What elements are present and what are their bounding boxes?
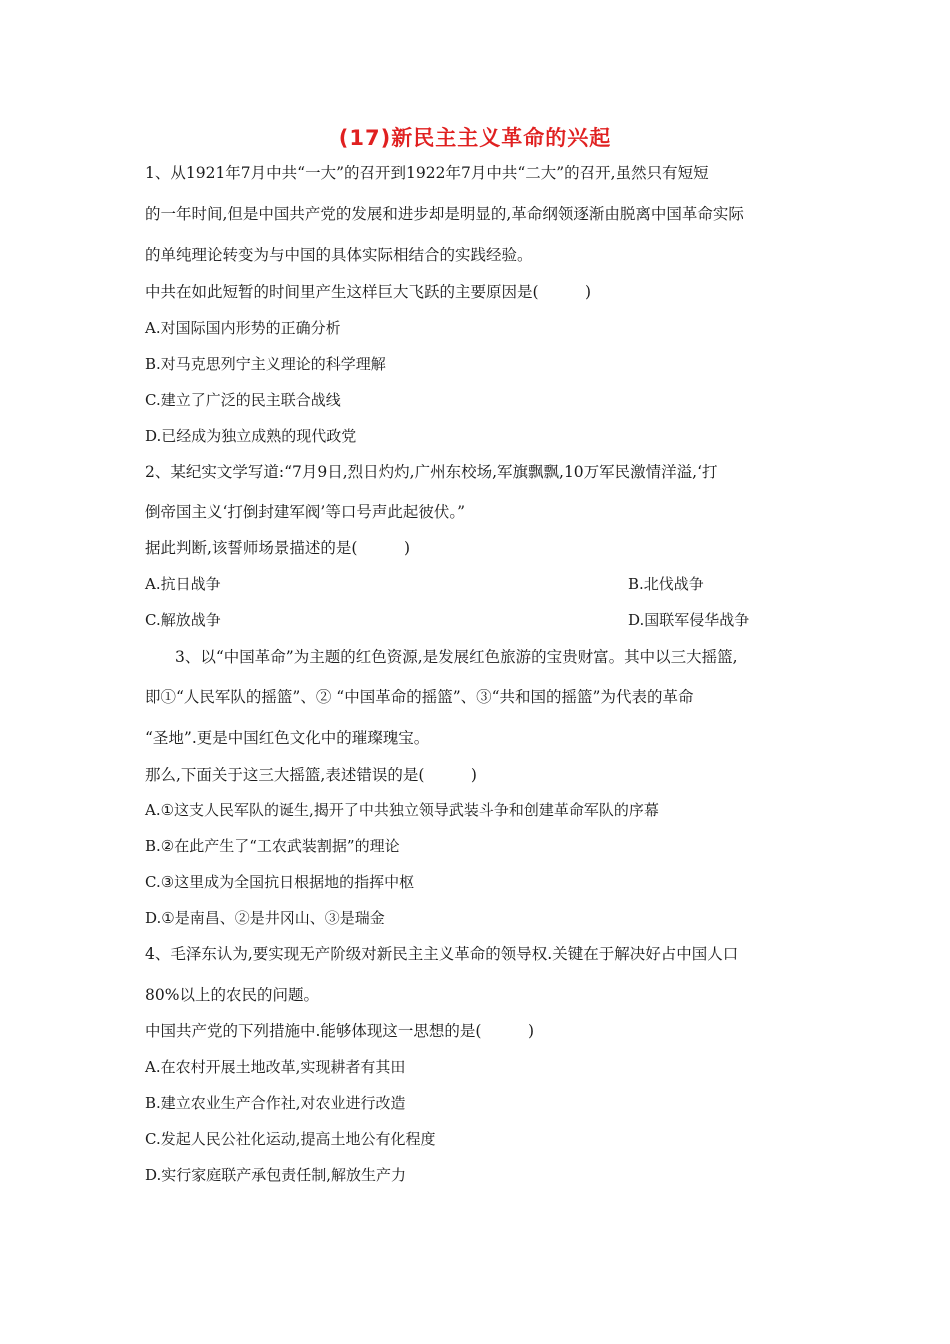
q2-stem-line-1: 2、某纪实文学写道:“7月9日,烈日灼灼,广州东校场,军旗飘飘,10万军民激情洋溢,‘打	[145, 463, 718, 481]
q2-option-a: A.抗日战争	[145, 575, 221, 593]
q1-stem-line-1: 1、从1921年7月中共“一大”的召开到1922年7月中共“二大”的召开,虽然只有短短	[145, 164, 709, 182]
q4-option-d: D.实行家庭联产承包责任制,解放生产力	[145, 1166, 407, 1184]
q3-option-b: B.②在此产生了“工农武装割据”的理论	[145, 837, 400, 855]
q4-option-b: B.建立农业生产合作社,对农业进行改造	[145, 1094, 406, 1112]
q4-prompt: 中国共产党的下列措施中.能够体现这一思想的是( )	[145, 1022, 535, 1040]
q3-stem-line-2: 即①“人民军队的摇篮”、② “中国革命的摇篮”、③“共和国的摇篮”为代表的革命	[145, 688, 694, 706]
q3-option-c: C.③这里成为全国抗日根据地的指挥中枢	[145, 873, 415, 891]
page-title: (17)新民主主义革命的兴起	[338, 126, 612, 150]
q1-stem-line-2: 的一年时间,但是中国共产党的发展和进步却是明显的,革命纲领逐渐由脱离中国革命实际	[145, 205, 744, 223]
q1-option-a: A.对国际国内形势的正确分析	[145, 319, 341, 337]
q3-stem-line-3: “圣地”.更是中国红色文化中的璀璨瑰宝。	[145, 729, 430, 747]
q2-option-b: B.北伐战争	[628, 575, 704, 593]
q4-stem-line-1: 4、毛泽东认为,要实现无产阶级对新民主主义革命的领导权.关键在于解决好占中国人口	[145, 945, 739, 963]
q1-prompt: 中共在如此短暂的时间里产生这样巨大飞跃的主要原因是( )	[145, 283, 592, 301]
q2-option-d: D.国联军侵华战争	[628, 611, 750, 629]
q4-stem-line-2: 80%以上的农民的问题。	[145, 986, 319, 1004]
q2-prompt: 据此判断,该誓师场景描述的是( )	[145, 539, 411, 557]
q3-prompt: 那么,下面关于这三大摇篮,表述错误的是( )	[145, 766, 477, 784]
q1-stem-line-3: 的单纯理论转变为与中国的具体实际相结合的实践经验。	[145, 246, 533, 264]
q4-option-c: C.发起人民公社化运动,提高土地公有化程度	[145, 1130, 436, 1148]
q3-option-d: D.①是南昌、②是井冈山、③是瑞金	[145, 909, 385, 927]
q4-option-a: A.在农村开展土地改革,实现耕者有其田	[145, 1058, 406, 1076]
q1-option-d: D.已经成为独立成熟的现代政党	[145, 427, 357, 445]
q3-option-a: A.①这支人民军队的诞生,揭开了中共独立领导武装斗争和创建革命军队的序幕	[145, 801, 659, 819]
q1-option-b: B.对马克思列宁主义理论的科学理解	[145, 355, 386, 373]
q1-option-c: C.建立了广泛的民主联合战线	[145, 391, 341, 409]
q3-stem-line-1: 3、以“中国革命”为主题的红色资源,是发展红色旅游的宝贵财富。其中以三大摇篮,	[175, 648, 738, 666]
q2-stem-line-2: 倒帝国主义‘打倒封建军阀’等口号声此起彼伏。”	[145, 503, 466, 521]
q2-option-c: C.解放战争	[145, 611, 221, 629]
